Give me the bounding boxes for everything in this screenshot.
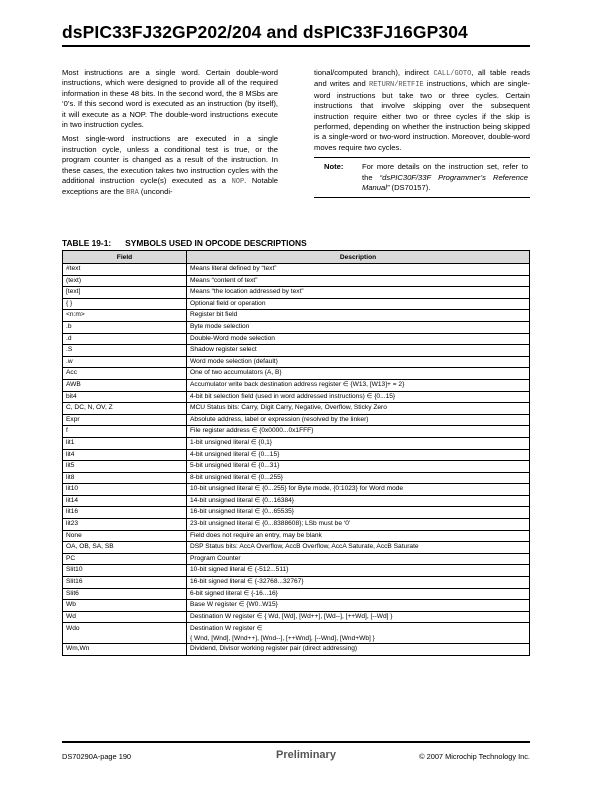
field-cell: .b [63,321,187,333]
description-text: 23-bit unsigned literal ∈ {0...8388608}; LSb must be ‘0’ [190,520,351,528]
field-cell: Wm,Wn [63,644,187,656]
field-cell: Wb [63,600,187,612]
description-text: MCU Status bits: Carry, Digit Carry, Negative, Overflow, Sticky Zero [190,404,387,412]
footer-copyright: © 2007 Microchip Technology Inc. [419,752,530,761]
field-cell: AWB [63,379,187,391]
description-cell [187,565,530,577]
description-text: 1-bit unsigned literal ∈ {0,1} [190,438,272,446]
description-cell [187,449,530,461]
description-text: Shadow register select [190,346,257,354]
code-call-goto: CALL/GOTO [433,70,472,78]
description-text: Optional field or operation [190,299,266,307]
code-bra: BRA [126,189,139,198]
description-cell [187,403,530,415]
table-row [63,507,530,519]
description-text: Means “the location addressed by text” [190,288,304,296]
description-text: Absolute address, label or expression (resolved by the linker) [190,415,369,423]
description-cell [187,507,530,519]
description-text: 6-bit signed literal ∈ {-16...16} [190,589,278,597]
table-row [63,368,530,380]
description-cell [187,264,530,276]
description-cell [187,275,530,287]
table-row [63,379,530,391]
table-row [63,565,530,577]
description-text: 5-bit unsigned literal ∈ {0...31} [190,462,280,470]
left-column [62,68,278,203]
description-text: Field does not require an entry, may be blank [190,531,322,539]
description-cell [187,426,530,438]
description-cell [187,530,530,542]
field-cell: #text [63,264,187,276]
field-cell: .S [63,345,187,357]
field-cell: C, DC, N, OV, Z [63,403,187,415]
table-row [63,391,530,403]
description-cell [187,484,530,496]
footer-rule [62,741,530,743]
description-text: 10-bit unsigned literal ∈ {0...255} for Byte mode, {0:1023} for Word mode [190,485,404,493]
paragraph-exceptions [314,68,530,153]
table-row [63,495,530,507]
page-title: dsPIC33FJ32GP202/204 and dsPIC33FJ16GP304 [62,22,468,42]
field-cell: Expr [63,414,187,426]
text-segment: (uncondi- [138,187,173,197]
description-text: File register address ∈ {0x0000...0x1FFF} [190,427,314,435]
code-return-retfie: RETURN/RETFIE [369,81,424,90]
description-cell [187,391,530,403]
table-title: SYMBOLS USED IN OPCODE DESCRIPTIONS [125,238,307,248]
text-segment: . Notable exceptions are the [62,176,278,197]
table-row [63,426,530,438]
table-row [63,530,530,542]
field-cell: bit4 [63,391,187,403]
description-text: One of two accumulators {A, B} [190,369,282,377]
table-row [63,310,530,322]
table-row [63,264,530,276]
field-cell: lit8 [63,472,187,484]
description-text: 10-bit signed literal ∈ {-512...511} [190,566,289,574]
manual-reference: “dsPIC30F/33F Programmer’s Reference Manual” [362,172,528,193]
paragraph-instruction-cycles [62,134,278,198]
description-text: Base W register ∈ {W0..W15} [190,601,278,609]
table-row [63,449,530,461]
description-text: 4-bit unsigned literal ∈ {0...15} [190,450,280,458]
description-cell [187,379,530,391]
text-segment: For more details on the instruction set, refer to the [362,162,528,182]
table-row [63,414,530,426]
field-cell: lit16 [63,507,187,519]
field-cell: <n:m> [63,310,187,322]
table-row [63,623,530,644]
table-row [63,611,530,623]
table-row [63,577,530,589]
description-cell [187,644,530,656]
description-cell [187,600,530,612]
opcode-symbols-table [62,250,530,656]
field-cell: f [63,426,187,438]
table-row [63,472,530,484]
field-cell: .w [63,356,187,368]
description-cell [187,298,530,310]
text-segment: Most single-word instructions are executed in a single instruction cycle, unless a conditional test is true, or the program counter is changed as a result of the instruction. In these cases, the execution takes two instruction cycles with the additional instruction cycle(s) executed as a [62,134,278,186]
table-row [63,484,530,496]
note-label: Note: [324,162,344,172]
description-text: Dividend, Divisor working register pair (direct addressing) [190,645,358,653]
description-cell [187,345,530,357]
description-cell [187,333,530,345]
table-row [63,588,530,600]
table-row [63,345,530,357]
description-text: Accumulator write back destination address register ∈ {W13, [W13]+ = 2} [190,380,405,388]
field-cell: [text] [63,287,187,299]
description-text: DSP Status bits: AccA Overflow, AccB Overflow, AccA Saturate, AccB Saturate [190,543,419,551]
table-row [63,298,530,310]
description-text: Means “content of text” [190,276,258,284]
description-text: Destination W register ∈ [190,625,263,633]
description-cell [187,588,530,600]
title-rule [62,45,530,47]
note-box [314,157,530,198]
description-text: 16-bit unsigned literal ∈ {0...65535} [190,508,294,516]
table-row [63,461,530,473]
description-cell [187,577,530,589]
description-text: Means literal defined by “text” [190,265,277,272]
description-cell [187,287,530,299]
table-row [63,542,530,554]
table-header-row [63,251,530,264]
description-text: 16-bit signed literal ∈ {-32768...32767} [190,578,304,586]
description-text-line2: { Wnd, [Wnd], [Wnd++], [Wnd--], [++Wnd], [--Wnd], [Wnd+Wb] } [190,634,375,642]
table-row [63,333,530,345]
description-text: Program Counter [190,554,241,562]
table-row [63,519,530,531]
field-cell: Slit10 [63,565,187,577]
table-row [63,644,530,656]
text-segment: tional/computed branch), indirect [314,68,434,77]
description-cell [187,553,530,565]
description-text: 8-bit unsigned literal ∈ {0...255} [190,473,283,481]
field-cell: lit14 [63,495,187,507]
table-number: TABLE 19-1: [62,238,112,248]
description-cell [187,437,530,449]
field-cell: lit10 [63,484,187,496]
table-row [63,403,530,415]
code-nop: NOP [231,178,245,187]
description-cell [187,495,530,507]
description-text: Register bit field [190,311,238,319]
text-segment: (DS70157). [389,183,431,193]
description-text: Byte mode selection [190,322,250,330]
field-cell: lit5 [63,461,187,473]
field-cell: Acc [63,368,187,380]
right-column [314,68,530,198]
description-cell [187,368,530,380]
field-cell: OA, OB, SA, SB [63,542,187,554]
table-row [63,287,530,299]
field-cell: Wdo [63,623,187,644]
field-cell: Slit16 [63,577,187,589]
field-cell: PC [63,553,187,565]
table-caption [62,238,307,248]
field-cell: None [63,530,187,542]
note-text [362,162,530,193]
table-row [63,321,530,333]
column-header-field: Field [63,251,187,264]
field-cell: lit1 [63,437,187,449]
field-cell: lit4 [63,449,187,461]
table-row [63,356,530,368]
description-cell [187,461,530,473]
field-cell: .d [63,333,187,345]
paragraph-instruction-words: Most instructions are a single word. Certain double-word instructions, which were designed to provide all of the required information in these 48 bits. In the second word, the 8 MSbs are ‘0’s. If this second word is executed as an instruction (by itself), it will execute as a NOP. The double-word instructions execute in two instruction cycles. [62,68,278,130]
footer-status: Preliminary [276,749,336,761]
description-cell [187,519,530,531]
description-cell [187,542,530,554]
field-cell: lit23 [63,519,187,531]
description-cell [187,310,530,322]
description-text: Destination W register ∈ { Wd, [Wd], [Wd++], [Wd--], [++Wd], [--Wd] } [190,612,393,620]
description-text: 4-bit bit selection field (used in word addressed instructions) ∈ {0...15} [190,392,396,400]
description-text: Word mode selection (default) [190,357,278,365]
field-cell: Slit6 [63,588,187,600]
description-cell [187,414,530,426]
description-cell [187,472,530,484]
table-row [63,553,530,565]
table-row [63,275,530,287]
description-text: 14-bit unsigned literal ∈ {0...16384} [190,496,294,504]
field-cell: Wd [63,611,187,623]
column-header-description: Description [187,251,530,264]
description-cell [187,321,530,333]
description-cell [187,356,530,368]
description-cell [187,611,530,623]
field-cell: { } [63,298,187,310]
description-text: Double-Word mode selection [190,334,275,342]
footer-page-number: DS70290A-page 190 [62,752,132,761]
description-cell [187,623,530,644]
table-row [63,437,530,449]
field-cell: (text) [63,275,187,287]
text-segment: instructions, which are single-word instructions but take two or three cycles. Certain instructions that involve skipping over the subsequent instruction require either two or three cycles if the skip is performed, depending on whether the instruction being skipped is a single-word or two-word instruction. Moreover, double-word moves require two cycles. [314,79,531,152]
text-segment: , all table reads and writes and [314,68,530,89]
table-row [63,600,530,612]
